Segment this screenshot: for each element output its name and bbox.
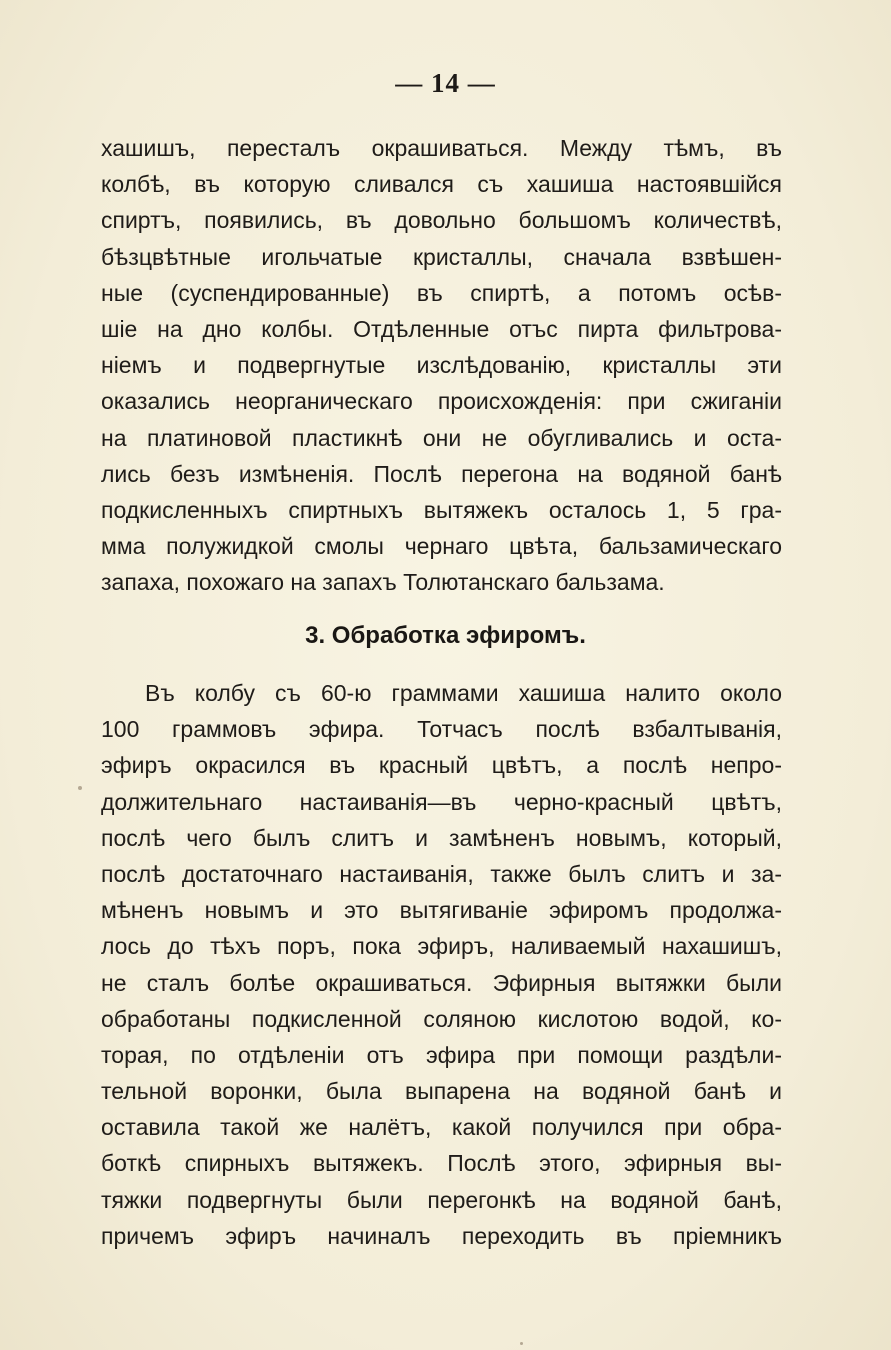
text-line: 100 граммовъ эфира. Тотчасъ послѣ взбалтыванія, <box>101 716 782 743</box>
text-line: послѣ чего былъ слитъ и замѣненъ новымъ, который, <box>101 824 782 851</box>
text-line: торая, по отдѣленіи отъ эфира при помощи раздѣли- <box>101 1041 782 1068</box>
text-line: эфиръ окрасился въ красный цвѣтъ, а послѣ непро- <box>101 752 782 779</box>
text-line: должительнаго настаиванія—въ черно-красный цвѣтъ, <box>101 788 782 815</box>
text-line: ніемъ и подвергнутые изслѣдованію, кристаллы эти <box>101 352 782 379</box>
paper-speck <box>520 1342 523 1345</box>
text-line: шіе на дно колбы. Отдѣленные отъс пирта фильтрова- <box>101 315 782 342</box>
section-heading: 3. Обработка эфиромъ. <box>305 622 586 649</box>
text-line: лись безъ измѣненія. Послѣ перегона на водяной банѣ <box>101 460 782 487</box>
text-line: тяжки подвергнуты были перегонкѣ на водяной банѣ, <box>101 1186 782 1213</box>
text-line: подкисленныхъ спиртныхъ вытяжекъ осталось 1, 5 гра- <box>101 496 782 523</box>
text-line: лось до тѣхъ поръ, пока эфиръ, наливаемый нахашишъ, <box>101 933 782 960</box>
text-line: спиртъ, появились, въ довольно большомъ количествѣ, <box>101 207 782 234</box>
text-line: тельной воронки, была выпарена на водяной банѣ и <box>101 1078 782 1105</box>
text-line: хашишъ, пересталъ окрашиваться. Между тѣмъ, въ <box>101 135 782 161</box>
text-line: оставила такой же налётъ, какой получился при обра- <box>101 1114 782 1141</box>
paragraph-ether-treatment <box>101 675 782 1254</box>
text-line: послѣ достаточнаго настаиванія, также былъ слитъ и за- <box>101 860 782 887</box>
text-line: обработаны подкисленной соляною кислотою водой, ко- <box>101 1005 782 1032</box>
text-line: оказались неорганическаго происхожденія: при сжиганіи <box>101 388 782 415</box>
text-line: бѣзцвѣтные игольчатые кристаллы, сначала взвѣшен- <box>101 243 782 270</box>
text-line: ные (суспендированные) въ спиртѣ, а потомъ осѣв- <box>101 279 782 306</box>
paper-speck <box>78 786 82 790</box>
text-line: мѣненъ новымъ и это вытягиваніе эфиромъ продолжа- <box>101 897 782 924</box>
text-line: Въ колбу съ 60-ю граммами хашиша налито около <box>145 680 782 706</box>
text-line: причемъ эфиръ начиналъ переходить въ пріемникъ <box>101 1222 782 1249</box>
page-number: — 14 — <box>395 68 496 98</box>
paragraph-continued <box>101 130 782 600</box>
text-line: запаха, похожаго на запахъ Толютанскаго бальзама. <box>101 569 665 596</box>
text-line: мма полужидкой смолы чернаго цвѣта, бальзамическаго <box>101 533 782 560</box>
text-line: на платиновой пластикнѣ они не обугливались и оста- <box>101 424 782 451</box>
text-line: не сталъ болѣе окрашиваться. Эфирныя вытяжки были <box>101 969 782 996</box>
text-line: колбѣ, въ которую сливался съ хашиша настоявшійся <box>101 171 782 198</box>
text-line: боткѣ спирныхъ вытяжекъ. Послѣ этого, эфирныя вы- <box>101 1150 782 1177</box>
